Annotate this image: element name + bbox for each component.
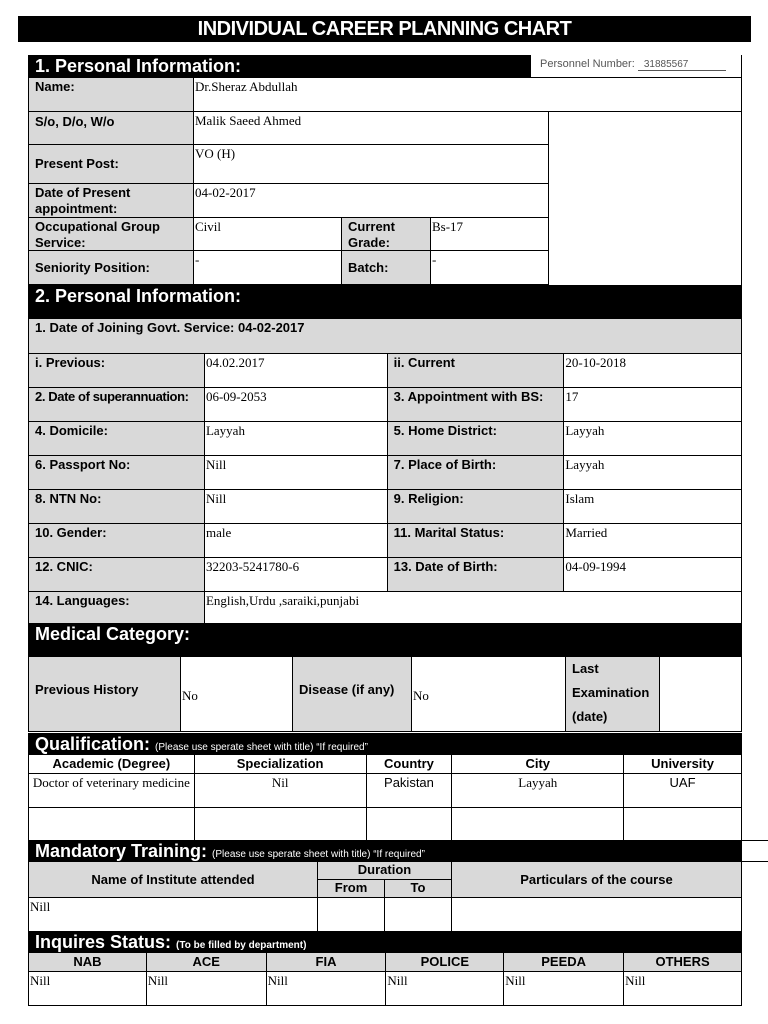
last-label-line-3: (date) (572, 709, 608, 724)
training-institute-value: Nill (28, 897, 318, 932)
qual-empty-cell (29, 808, 195, 842)
religion-value: Islam (564, 490, 742, 524)
languages-label: 14. Languages: (29, 592, 205, 626)
qual-university-value: UAF (624, 774, 742, 808)
passport-value: Nill (204, 456, 387, 490)
ntn-value: Nill (204, 490, 387, 524)
inquiry-ace-value: Nill (146, 972, 266, 1006)
current-value: 20-10-2018 (564, 354, 742, 388)
qualification-title: Qualification: (35, 734, 151, 754)
qual-header-university: University (624, 755, 742, 774)
marital-status-value: Married (564, 524, 742, 558)
training-side-line-bottom (742, 861, 768, 862)
cnic-label: 12. CNIC: (29, 558, 205, 592)
superannuation-value: 06-09-2053 (204, 388, 387, 422)
qual-header-country: Country (366, 755, 452, 774)
date-appointment-value: 04-02-2017 (193, 183, 549, 218)
name-value: Dr.Sheraz Abdullah (193, 77, 742, 112)
qual-empty-cell (194, 808, 366, 842)
inquiry-header-ace: ACE (146, 953, 266, 972)
last-label-line-1: Last (572, 661, 599, 676)
inquiry-nab-value: Nill (29, 972, 147, 1006)
previous-history-value: No (180, 656, 293, 732)
inquiry-others-value: Nill (624, 972, 742, 1006)
inquires-title: Inquires Status: (35, 932, 172, 952)
inquiry-fia-value: Nill (266, 972, 386, 1006)
section-1-heading: 1. Personal Information: (28, 55, 531, 77)
qual-specialization-value: Nil (194, 774, 366, 808)
training-note: (Please use sperate sheet with title) “If required” (212, 849, 425, 860)
qual-city-value: Layyah (452, 774, 624, 808)
superannuation-label: 2. Date of superannuation: (29, 388, 205, 422)
previous-value: 04.02.2017 (204, 354, 387, 388)
qualification-heading (28, 733, 742, 755)
duration-header: Duration (317, 861, 452, 880)
inquires-table (28, 952, 742, 1006)
place-of-birth-value: Layyah (564, 456, 742, 490)
gender-label: 10. Gender: (29, 524, 205, 558)
marital-status-label: 11. Marital Status: (387, 524, 564, 558)
medical-heading: Medical Category: (28, 623, 742, 657)
seniority-value: - (193, 250, 342, 285)
qualification-note: (Please use sperate sheet with title) “If required” (155, 742, 368, 753)
personnel-number-label: Personnel Number: (540, 58, 635, 70)
qualification-table (28, 754, 742, 842)
appointment-bs-label: 3. Appointment with BS: (387, 388, 564, 422)
occupational-group-label: Occupational Group Service: (28, 217, 194, 251)
section-2-heading: 2. Personal Information: (28, 285, 742, 319)
date-of-birth-label: 13. Date of Birth: (387, 558, 564, 592)
religion-label: 9. Religion: (387, 490, 564, 524)
gender-value: male (204, 524, 387, 558)
previous-label: i. Previous: (29, 354, 205, 388)
so-label: S/o, D/o, W/o (28, 111, 194, 145)
qual-header-city: City (452, 755, 624, 774)
last-label-line-2: Examination (572, 685, 650, 700)
occupational-group-value: Civil (193, 217, 342, 251)
batch-label: Batch: (341, 250, 431, 285)
qual-academic-value: Doctor of veterinary medicine (29, 774, 195, 808)
qual-empty-cell (366, 808, 452, 842)
inquires-note: (To be filled by department) (176, 940, 307, 951)
qual-empty-cell (624, 808, 742, 842)
previous-history-label: Previous History (28, 656, 181, 732)
last-examination-value (659, 656, 742, 732)
cnic-value: 32203-5241780-6 (204, 558, 387, 592)
inquiry-header-nab: NAB (29, 953, 147, 972)
current-grade-value: Bs-17 (430, 217, 549, 251)
qual-empty-cell (452, 808, 624, 842)
seniority-label: Seniority Position: (28, 250, 194, 285)
inquiry-header-others: OTHERS (624, 953, 742, 972)
qual-header-academic: Academic (Degree) (29, 755, 195, 774)
to-header: To (384, 879, 452, 898)
place-of-birth-label: 7. Place of Birth: (387, 456, 564, 490)
page-title: INDIVIDUAL CAREER PLANNING CHART (18, 16, 751, 42)
section-2-rows (28, 353, 742, 626)
qual-country-value: Pakistan (366, 774, 452, 808)
training-side-line-top (742, 840, 768, 841)
training-heading (28, 840, 742, 862)
disease-label: Disease (if any) (292, 656, 412, 732)
date-of-birth-value: 04-09-1994 (564, 558, 742, 592)
joining-date: 1. Date of Joining Govt. Service: 04-02-2017 (28, 318, 742, 354)
appointment-bs-value: 17 (564, 388, 742, 422)
from-header: From (317, 879, 385, 898)
inquiry-header-police: POLICE (386, 953, 504, 972)
training-title: Mandatory Training: (35, 841, 208, 861)
training-to-value (384, 897, 452, 932)
inquiry-header-peeda: PEEDA (504, 953, 624, 972)
qual-header-specialization: Specialization (194, 755, 366, 774)
post-label: Present Post: (28, 144, 194, 184)
date-appointment-label: Date of Present appointment: (28, 183, 194, 218)
last-examination-label (565, 656, 660, 732)
so-value: Malik Saeed Ahmed (193, 111, 549, 145)
domicile-label: 4. Domicile: (29, 422, 205, 456)
particulars-header: Particulars of the course (451, 861, 742, 898)
personnel-number-value: 31885567 (638, 59, 726, 71)
inquires-heading (28, 931, 742, 953)
disease-value: No (411, 656, 566, 732)
training-from-value (317, 897, 385, 932)
passport-label: 6. Passport No: (29, 456, 205, 490)
name-label: Name: (28, 77, 194, 112)
languages-value: English,Urdu ,saraiki,punjabi (204, 592, 741, 626)
institute-header: Name of Institute attended (28, 861, 318, 898)
post-value: VO (H) (193, 144, 549, 184)
training-particulars-value (451, 897, 742, 932)
inquiry-header-fia: FIA (266, 953, 386, 972)
batch-value: - (430, 250, 549, 285)
personnel-number (540, 58, 726, 71)
current-label: ii. Current (387, 354, 564, 388)
home-district-label: 5. Home District: (387, 422, 564, 456)
ntn-label: 8. NTN No: (29, 490, 205, 524)
inquiry-peeda-value: Nill (504, 972, 624, 1006)
home-district-value: Layyah (564, 422, 742, 456)
domicile-value: Layyah (204, 422, 387, 456)
inquiry-police-value: Nill (386, 972, 504, 1006)
current-grade-label: Current Grade: (341, 217, 431, 251)
